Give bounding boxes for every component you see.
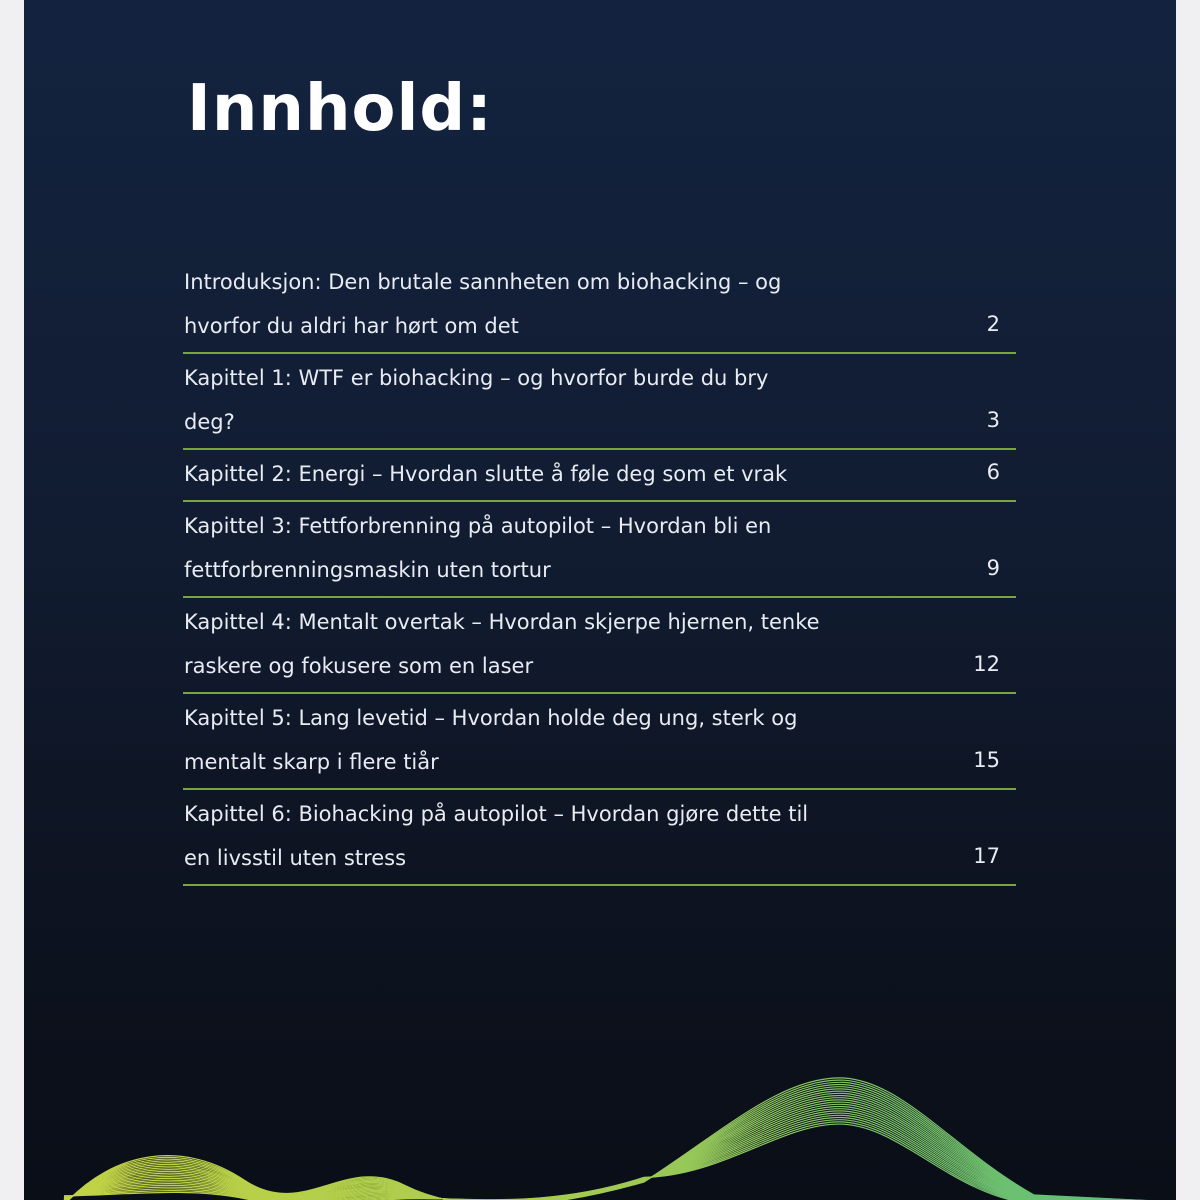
toc-entry-chapter-5[interactable] xyxy=(183,694,1016,790)
toc-page-number: 9 xyxy=(986,556,1000,580)
document-page xyxy=(24,0,1176,1200)
toc-entry-title: Kapittel 4: Mentalt overtak – Hvordan skjerpe hjernen, tenke raskere og fokusere som en laser xyxy=(184,610,820,678)
decorative-wave-graphic xyxy=(24,1070,1176,1200)
toc-page-number: 3 xyxy=(986,408,1000,432)
page-title: Innhold: xyxy=(187,72,493,146)
toc-page-number: 2 xyxy=(986,312,1000,336)
toc-entry-title: Kapittel 1: WTF er biohacking – og hvorfor burde du bry deg? xyxy=(184,366,769,434)
toc-entry-chapter-2[interactable] xyxy=(183,450,1016,502)
toc-entry-title: Kapittel 5: Lang levetid – Hvordan holde deg ung, sterk og mentalt skarp i flere tiår xyxy=(184,706,798,774)
toc-page-number: 6 xyxy=(986,460,1000,484)
toc-page-number: 12 xyxy=(973,652,1000,676)
toc-page-number: 15 xyxy=(973,748,1000,772)
toc-page-number: 17 xyxy=(973,844,1000,868)
table-of-contents xyxy=(183,258,1016,886)
toc-entry-title: Introduksjon: Den brutale sannheten om biohacking – og hvorfor du aldri har hørt om det xyxy=(184,270,782,338)
toc-entry-introduction[interactable] xyxy=(183,258,1016,354)
toc-entry-chapter-6[interactable] xyxy=(183,790,1016,886)
toc-entry-chapter-4[interactable] xyxy=(183,598,1016,694)
toc-entry-title: Kapittel 2: Energi – Hvordan slutte å føle deg som et vrak xyxy=(184,462,788,486)
toc-entry-chapter-3[interactable] xyxy=(183,502,1016,598)
toc-entry-title: Kapittel 6: Biohacking på autopilot – Hvordan gjøre dette til en livsstil uten stress xyxy=(184,802,809,870)
toc-entry-chapter-1[interactable] xyxy=(183,354,1016,450)
toc-entry-title: Kapittel 3: Fettforbrenning på autopilot – Hvordan bli en fettforbrenningsmaskin uten tortur xyxy=(184,514,772,582)
